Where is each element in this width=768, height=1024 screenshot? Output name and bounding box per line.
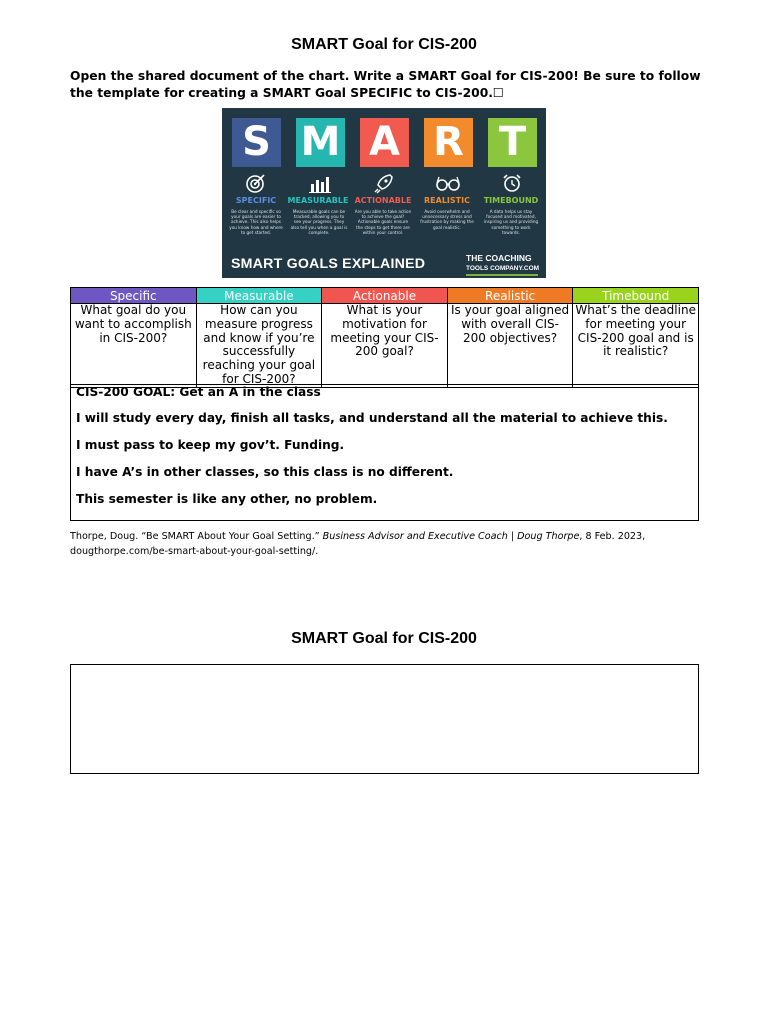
letter-tile-s: S <box>232 118 281 167</box>
citation-url[interactable]: dougthorpe.com/be-smart-about-your-goal-setting/. <box>70 546 319 557</box>
question-measurable: How can you measure progress and know if you’re successfully reaching your goal for CIS-200? <box>196 304 322 388</box>
bar-chart-icon <box>306 172 334 194</box>
caption-realistic: REALISTIC <box>424 196 470 205</box>
goal-line-4: This semester is like any other, no problem. <box>76 492 378 506</box>
caption-timebound: TIMEBOUND <box>483 196 539 205</box>
header-specific: Specific <box>71 288 197 304</box>
rocket-icon <box>370 172 398 194</box>
caption-specific: SPECIFIC <box>235 196 277 205</box>
caption-measurable: MEASURABLE <box>287 196 349 205</box>
brand-line-2: TOOLS COMPANY.COM <box>466 264 540 272</box>
goal-line-2: I must pass to keep my gov’t. Funding. <box>76 438 345 452</box>
goal-line-1: I will study every day, finish all tasks, and understand all the material to achieve this. <box>76 411 668 425</box>
instructions-text: Open the shared document of the chart. Write a SMART Goal for CIS-200! Be sure to follow the template for creating a SMART Goal SPECIFIC to CIS-200.☐ <box>70 69 701 100</box>
table-header-row <box>71 288 699 304</box>
caption-text-actionable: Are you able to take action to achieve the goal? Actionable goals ensure the steps to get there are within your control. <box>354 209 412 235</box>
second-title: SMART Goal for CIS-200 <box>291 630 477 647</box>
goal-box[interactable] <box>70 384 699 521</box>
smart-table <box>70 287 699 388</box>
question-timebound: What’s the deadline for meeting your CIS-200 goal and is it realistic? <box>573 304 699 388</box>
brand-line-1: THE COACHING <box>466 253 532 263</box>
caption-actionable: ACTIONABLE <box>354 196 412 205</box>
caption-text-specific: Be clear and specific so your goals are easier to achieve. This also helps you know how and where to get started. <box>229 209 283 235</box>
citation-source: Business Advisor and Executive Coach | Doug Thorpe <box>322 531 580 542</box>
page-title: SMART Goal for CIS-200 <box>291 36 477 53</box>
caption-text-timebound: A data helps us stay focused and motivated, inspiring us and providing something to work towards. <box>483 209 539 235</box>
goal-title: CIS-200 GOAL: Get an A in the class <box>76 385 321 399</box>
caption-text-realistic: Avoid overwhelm and unnecessary stress and frustration by making the goal realistic. <box>420 209 474 230</box>
letter-tile-a: A <box>360 118 409 167</box>
alarm-clock-icon <box>498 172 526 194</box>
letter-tile-r: R <box>424 118 473 167</box>
letter-tile-m: M <box>296 118 345 167</box>
citation-date: , 8 Feb. 2023, <box>579 531 646 542</box>
target-icon <box>242 172 270 194</box>
infographic-banner: SMART GOALS EXPLAINED <box>231 256 426 272</box>
header-realistic: Realistic <box>447 288 573 304</box>
letter-tile-t: T <box>488 118 537 167</box>
header-actionable: Actionable <box>322 288 448 304</box>
citation-author-title: Thorpe, Doug. “Be SMART About Your Goal Setting.” <box>70 531 323 542</box>
table-row <box>71 304 699 388</box>
brand-logo <box>466 254 540 273</box>
question-specific: What goal do you want to accomplish in CIS-200? <box>71 304 197 388</box>
caption-text-measurable: Measurable goals can be tracked, allowing you to see your progress. They also tell you when a goal is complete. <box>290 209 348 235</box>
header-timebound: Timebound <box>573 288 699 304</box>
glasses-icon <box>434 172 462 194</box>
citation <box>70 529 710 559</box>
brand-underline <box>466 274 538 276</box>
goal-line-3: I have A’s in other classes, so this class is no different. <box>76 465 454 479</box>
question-realistic: Is your goal aligned with overall CIS-200 objectives? <box>447 304 573 388</box>
smart-infographic <box>222 108 546 278</box>
header-measurable: Measurable <box>196 288 322 304</box>
goal-entry-box[interactable] <box>70 664 699 774</box>
question-actionable: What is your motivation for meeting your CIS-200 goal? <box>322 304 448 388</box>
